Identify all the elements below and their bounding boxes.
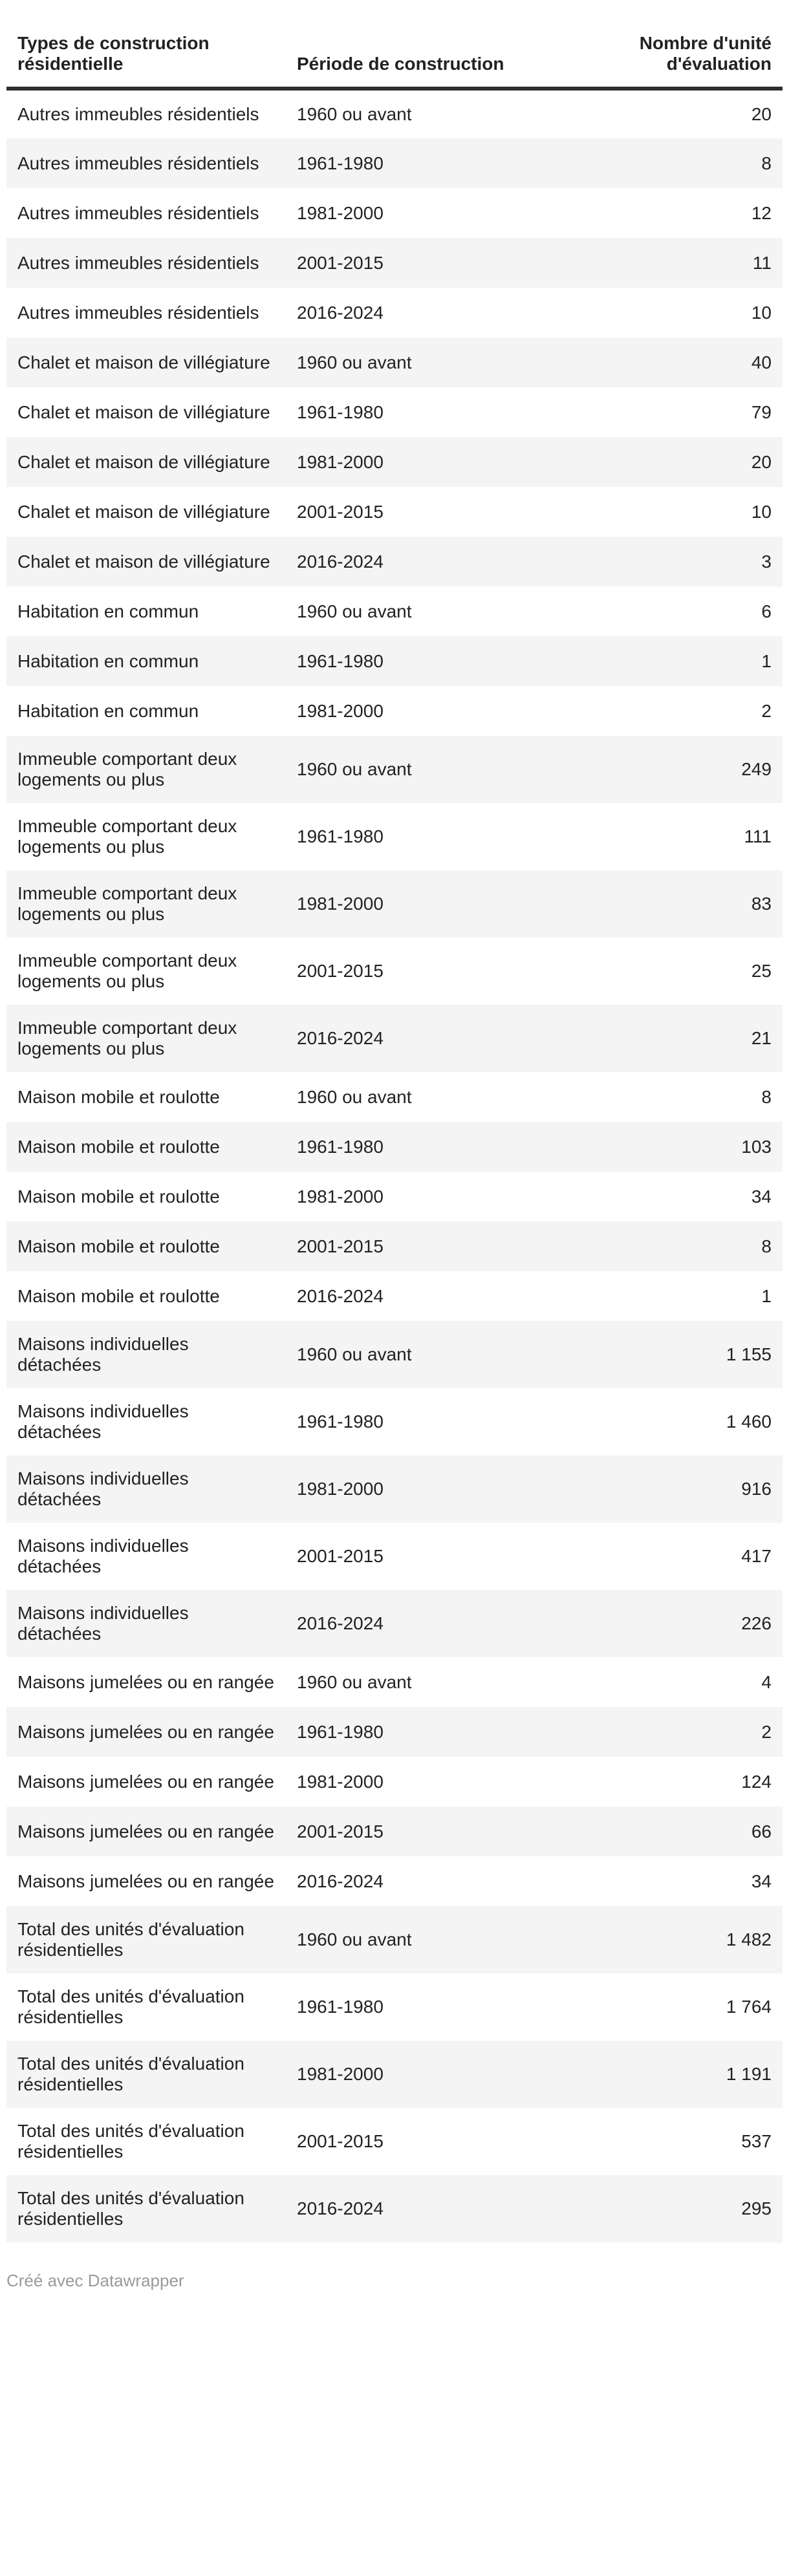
cell-evaluation-units: 83 [581, 870, 783, 938]
cell-construction-type: Chalet et maison de villégiature [17, 501, 270, 522]
cell-construction-type: Autres immeubles résidentiels [6, 138, 286, 188]
cell-evaluation-units: 79 [751, 402, 772, 422]
table-row [6, 1757, 783, 1807]
cell-construction-period: 1981-2000 [286, 437, 581, 487]
table-row [6, 387, 783, 437]
cell-construction-period: 2016-2024 [286, 1005, 581, 1072]
table-row [6, 1906, 783, 1973]
table-row [6, 288, 783, 338]
cell-construction-period: 2016-2024 [297, 1285, 384, 1306]
cell-construction-period: 2001-2015 [286, 1807, 581, 1856]
cell-construction-period: 1961-1980 [286, 636, 581, 686]
cell-construction-type: Autres immeubles résidentiels [17, 302, 259, 323]
table-row [6, 803, 783, 870]
table-row [6, 1388, 783, 1455]
cell-evaluation-units: 1 460 [726, 1411, 772, 1432]
cell-construction-type: Total des unités d'évaluation résidentielles [6, 2041, 286, 2108]
table-row [6, 1856, 783, 1906]
cell-construction-period: 2016-2024 [286, 537, 581, 586]
datawrapper-credit-link[interactable]: Créé avec Datawrapper [6, 2271, 184, 2290]
table-row [6, 1973, 783, 2041]
cell-evaluation-units: 40 [581, 338, 783, 387]
cell-evaluation-units: 34 [751, 1186, 772, 1207]
cell-construction-type: Total des unités d'évaluation résidentielles [17, 2121, 244, 2162]
cell-construction-type: Maisons jumelées ou en rangée [6, 1807, 286, 1856]
cell-construction-type: Maison mobile et roulotte [17, 1086, 220, 1107]
cell-construction-type: Maisons individuelles détachées [17, 1401, 189, 1442]
cell-construction-period: 1960 ou avant [297, 601, 412, 621]
cell-construction-period: 1961-1980 [297, 1997, 384, 2017]
cell-evaluation-units: 417 [741, 1546, 772, 1566]
cell-evaluation-units: 8 [581, 138, 783, 188]
cell-construction-period: 1981-2000 [297, 700, 384, 721]
cell-construction-type: Habitation en commun [6, 636, 286, 686]
cell-construction-type: Maisons jumelées ou en rangée [17, 1871, 274, 1891]
cell-construction-period: 1960 ou avant [297, 1671, 412, 1692]
cell-construction-period: 1981-2000 [297, 1186, 384, 1207]
cell-construction-period: 2001-2015 [297, 501, 384, 522]
cell-construction-period: 2001-2015 [297, 961, 384, 981]
cell-evaluation-units: 25 [751, 961, 772, 981]
table-row [6, 437, 783, 487]
cell-construction-type: Total des unités d'évaluation résidentielles [6, 2175, 286, 2242]
cell-construction-period: 1960 ou avant [286, 1906, 581, 1973]
cell-construction-type: Chalet et maison de villégiature [17, 402, 270, 422]
table-row [6, 1271, 783, 1321]
cell-construction-type: Chalet et maison de villégiature [6, 437, 286, 487]
col-header-construction-period: Période de construction [286, 0, 581, 89]
table-row [6, 1122, 783, 1172]
cell-construction-type: Immeuble comportant deux logements ou plus [6, 736, 286, 803]
cell-construction-type: Immeuble comportant deux logements ou plus [17, 950, 237, 991]
table-row [6, 636, 783, 686]
table-row [6, 1707, 783, 1757]
cell-evaluation-units: 21 [581, 1005, 783, 1072]
cell-construction-type: Total des unités d'évaluation résidentielles [17, 1986, 244, 2027]
table-row [6, 1657, 783, 1707]
table-row [6, 938, 783, 1005]
cell-evaluation-units: 10 [751, 302, 772, 323]
table-row [6, 1455, 783, 1523]
cell-construction-type: Autres immeubles résidentiels [17, 104, 259, 124]
cell-construction-period: 2001-2015 [286, 238, 581, 288]
cell-evaluation-units: 1 764 [726, 1997, 772, 2017]
cell-construction-period: 1960 ou avant [286, 338, 581, 387]
cell-construction-type: Immeuble comportant deux logements ou plus [6, 870, 286, 938]
table-row [6, 586, 783, 636]
cell-construction-period: 1981-2000 [286, 870, 581, 938]
cell-construction-type: Maisons individuelles détachées [6, 1321, 286, 1388]
cell-construction-type: Maison mobile et roulotte [6, 1221, 286, 1271]
table-row [6, 487, 783, 537]
cell-construction-type: Autres immeubles résidentiels [6, 238, 286, 288]
cell-construction-period: 2001-2015 [297, 1546, 384, 1566]
cell-construction-type: Immeuble comportant deux logements ou plus [6, 1005, 286, 1072]
cell-evaluation-units: 6 [761, 601, 772, 621]
cell-construction-type: Total des unités d'évaluation résidentielles [6, 1906, 286, 1973]
cell-evaluation-units: 226 [581, 1590, 783, 1657]
cell-evaluation-units: 1 482 [581, 1906, 783, 1973]
table-row [6, 537, 783, 586]
cell-construction-period: 2016-2024 [297, 1871, 384, 1891]
table-row [6, 1523, 783, 1590]
cell-construction-type: Autres immeubles résidentiels [17, 202, 259, 223]
cell-construction-type: Maisons jumelées ou en rangée [6, 1707, 286, 1757]
cell-evaluation-units: 124 [741, 1771, 772, 1792]
cell-evaluation-units: 295 [581, 2175, 783, 2242]
table-row [6, 870, 783, 938]
cell-evaluation-units: 4 [761, 1671, 772, 1692]
cell-construction-period: 1981-2000 [297, 202, 384, 223]
table-row [6, 1590, 783, 1657]
table-row [6, 1005, 783, 1072]
cell-evaluation-units: 111 [744, 826, 772, 846]
cell-evaluation-units: 8 [761, 1086, 772, 1107]
col-header-construction-type: Types de construction résidentielle [6, 0, 286, 89]
cell-construction-type: Maisons individuelles détachées [6, 1590, 286, 1657]
cell-evaluation-units: 2 [761, 700, 772, 721]
cell-construction-type: Chalet et maison de villégiature [6, 537, 286, 586]
table-row [6, 1172, 783, 1221]
col-header-evaluation-units: Nombre d'unité d'évaluation [581, 0, 783, 89]
table-row [6, 138, 783, 188]
cell-evaluation-units: 66 [581, 1807, 783, 1856]
table-row [6, 188, 783, 238]
cell-construction-period: 1961-1980 [286, 1707, 581, 1757]
cell-evaluation-units: 8 [581, 1221, 783, 1271]
table-row [6, 1321, 783, 1388]
cell-construction-period: 1981-2000 [286, 1455, 581, 1523]
cell-construction-period: 1961-1980 [297, 826, 384, 846]
cell-evaluation-units: 34 [751, 1871, 772, 1891]
cell-evaluation-units: 11 [581, 238, 783, 288]
cell-evaluation-units: 1 155 [581, 1321, 783, 1388]
table-row [6, 238, 783, 288]
cell-construction-period: 1961-1980 [297, 402, 384, 422]
header-row [6, 0, 783, 89]
cell-construction-period: 1961-1980 [286, 138, 581, 188]
cell-construction-period: 1981-2000 [297, 1771, 384, 1792]
cell-construction-type: Maisons jumelées ou en rangée [17, 1671, 274, 1692]
table-row [6, 1221, 783, 1271]
table-row [6, 2175, 783, 2242]
cell-construction-type: Habitation en commun [17, 601, 199, 621]
cell-evaluation-units: 103 [581, 1122, 783, 1172]
cell-construction-period: 2016-2024 [297, 302, 384, 323]
table-row [6, 2108, 783, 2175]
table-row [6, 736, 783, 803]
cell-evaluation-units: 12 [751, 202, 772, 223]
cell-construction-type: Maisons jumelées ou en rangée [17, 1771, 274, 1792]
cell-construction-period: 1960 ou avant [286, 1321, 581, 1388]
cell-evaluation-units: 1 191 [581, 2041, 783, 2108]
cell-evaluation-units: 916 [581, 1455, 783, 1523]
table-row [6, 1072, 783, 1122]
cell-construction-type: Immeuble comportant deux logements ou plus [17, 816, 237, 857]
table-row [6, 2041, 783, 2108]
cell-construction-type: Maison mobile et roulotte [6, 1122, 286, 1172]
table-row [6, 1807, 783, 1856]
cell-construction-type: Maisons individuelles détachées [17, 1536, 189, 1576]
cell-construction-period: 1981-2000 [286, 2041, 581, 2108]
table-row [6, 89, 783, 138]
cell-construction-period: 1960 ou avant [297, 1086, 412, 1107]
cell-evaluation-units: 2 [581, 1707, 783, 1757]
table-body [6, 89, 783, 2242]
cell-evaluation-units: 249 [581, 736, 783, 803]
cell-construction-type: Habitation en commun [17, 700, 199, 721]
cell-construction-period: 2001-2015 [297, 2131, 384, 2151]
cell-evaluation-units: 1 [581, 636, 783, 686]
cell-construction-period: 1960 ou avant [297, 104, 412, 124]
cell-evaluation-units: 1 [761, 1285, 772, 1306]
cell-construction-period: 2001-2015 [286, 1221, 581, 1271]
cell-evaluation-units: 10 [751, 501, 772, 522]
construction-table [6, 0, 783, 2242]
cell-evaluation-units: 20 [581, 437, 783, 487]
cell-evaluation-units: 3 [581, 537, 783, 586]
cell-construction-period: 1961-1980 [297, 1411, 384, 1432]
table-row [6, 338, 783, 387]
table-row [6, 686, 783, 736]
cell-construction-type: Maison mobile et roulotte [17, 1285, 220, 1306]
cell-construction-period: 1961-1980 [286, 1122, 581, 1172]
cell-construction-period: 1960 ou avant [286, 736, 581, 803]
cell-evaluation-units: 537 [741, 2131, 772, 2151]
cell-construction-period: 2016-2024 [286, 1590, 581, 1657]
cell-construction-type: Chalet et maison de villégiature [6, 338, 286, 387]
cell-construction-period: 2016-2024 [286, 2175, 581, 2242]
cell-construction-type: Maison mobile et roulotte [17, 1186, 220, 1207]
cell-evaluation-units: 20 [751, 104, 772, 124]
cell-construction-type: Maisons individuelles détachées [6, 1455, 286, 1523]
